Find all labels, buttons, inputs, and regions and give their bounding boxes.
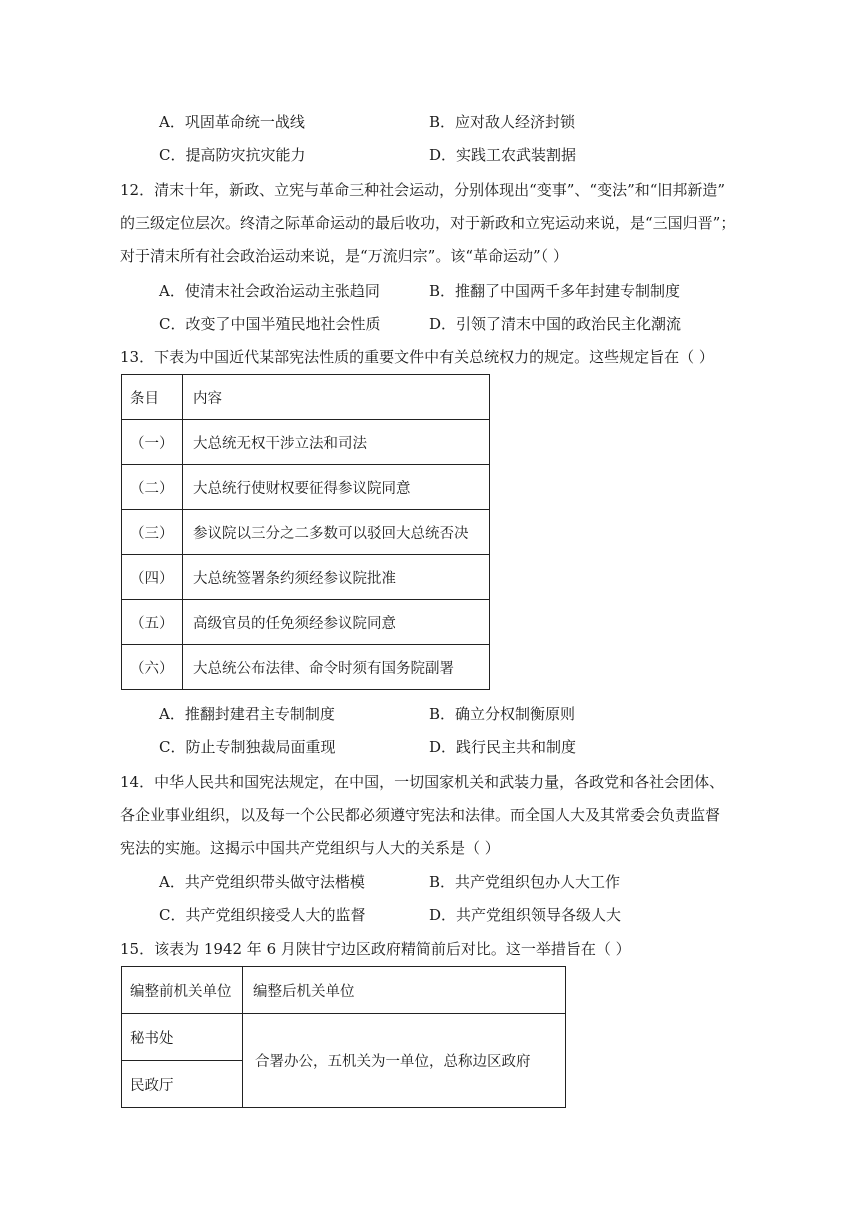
q14-stem-line-2: 各企业事业组织，以及每一个公民都必须遵守宪法和法律。而全国人大及其常委会负责监督: [120, 806, 721, 824]
table-cell-item: （六）: [122, 645, 183, 690]
table-header-row: [122, 375, 490, 420]
table-cell-after-merged: 合署办公，五机关为一单位，总称边区政府: [243, 1014, 566, 1108]
table-row: [122, 420, 490, 465]
q13-option-a: A．推翻封建君主专制制度: [159, 705, 335, 723]
q12-option-a: A．使清末社会政治运动主张趋同: [159, 282, 380, 300]
q11-option-c: C．提高防灾抗灾能力: [159, 146, 306, 164]
q11-option-a: A．巩固革命统一战线: [159, 113, 305, 131]
q13-stem: 13．下表为中国近代某部宪法性质的重要文件中有关总统权力的规定。这些规定旨在（ ）: [120, 348, 714, 366]
table-row: [122, 645, 490, 690]
table-header-cell: 内容: [183, 375, 490, 420]
table-cell-item: （二）: [122, 465, 183, 510]
q12-option-b: B．推翻了中国两千多年封建专制制度: [429, 282, 681, 300]
q12-stem-line-3: 对于清末所有社会政治运动来说，是“万流归宗”。该“革命运动”（ ）: [120, 247, 568, 265]
table-cell-content: 参议院以三分之二多数可以驳回大总统否决: [183, 510, 490, 555]
q15-stem: 15．该表为 1942 年 6 月陕甘宁边区政府精简前后对比。这一举措旨在（ ）: [120, 940, 631, 958]
q14-option-b: B．共产党组织包办人大工作: [429, 873, 621, 891]
table-header-cell: 编整后机关单位: [243, 967, 566, 1014]
table-header-cell: 编整前机关单位: [122, 967, 243, 1014]
table-cell-item: （五）: [122, 600, 183, 645]
table-cell-item: （四）: [122, 555, 183, 600]
table-cell-content: 高级官员的任免须经参议院同意: [183, 600, 490, 645]
q13-option-b: B．确立分权制衡原则: [429, 705, 576, 723]
q15-table: [121, 966, 566, 1108]
q11-option-d: D．实践工农武装割据: [429, 146, 577, 164]
q14-stem-line-3: 宪法的实施。这揭示中国共产党组织与人大的关系是（ ）: [120, 839, 500, 857]
q14-stem-line-1: 14．中华人民共和国宪法规定，在中国，一切国家机关和武装力量，各政党和各社会团体、: [120, 773, 725, 791]
q12-stem-line-1: 12．清末十年，新政、立宪与革命三种社会运动，分别体现出“变事”、“变法”和“旧邦新造”: [120, 181, 726, 199]
q11-option-b: B．应对敌人经济封锁: [429, 113, 576, 131]
table-cell-before: 民政厅: [122, 1061, 243, 1108]
table-cell-content: 大总统公布法律、命令时须有国务院副署: [183, 645, 490, 690]
q12-option-d: D．引领了清末中国的政治民主化潮流: [429, 315, 682, 333]
table-row: [122, 465, 490, 510]
table-header-row: [122, 967, 566, 1014]
q13-table: [121, 374, 490, 690]
q13-option-d: D．践行民主共和制度: [429, 738, 577, 756]
table-row: [122, 1014, 566, 1061]
q12-option-c: C．改变了中国半殖民地社会性质: [159, 315, 381, 333]
q14-option-c: C．共产党组织接受人大的监督: [159, 906, 366, 924]
table-row: [122, 510, 490, 555]
table-cell-before: 秘书处: [122, 1014, 243, 1061]
table-row: [122, 600, 490, 645]
table-cell-content: 大总统行使财权要征得参议院同意: [183, 465, 490, 510]
q14-option-a: A．共产党组织带头做守法楷模: [159, 873, 365, 891]
table-cell-content: 大总统签署条约须经参议院批准: [183, 555, 490, 600]
q14-option-d: D．共产党组织领导各级人大: [429, 906, 622, 924]
table-cell-item: （三）: [122, 510, 183, 555]
q13-option-c: C．防止专制独裁局面重现: [159, 738, 336, 756]
table-cell-item: （一）: [122, 420, 183, 465]
table-cell-content: 大总统无权干涉立法和司法: [183, 420, 490, 465]
table-row: [122, 555, 490, 600]
table-header-cell: 条目: [122, 375, 183, 420]
q12-stem-line-2: 的三级定位层次。终清之际革命运动的最后收功，对于新政和立宪运动来说，是“三国归晋”；: [120, 214, 736, 232]
